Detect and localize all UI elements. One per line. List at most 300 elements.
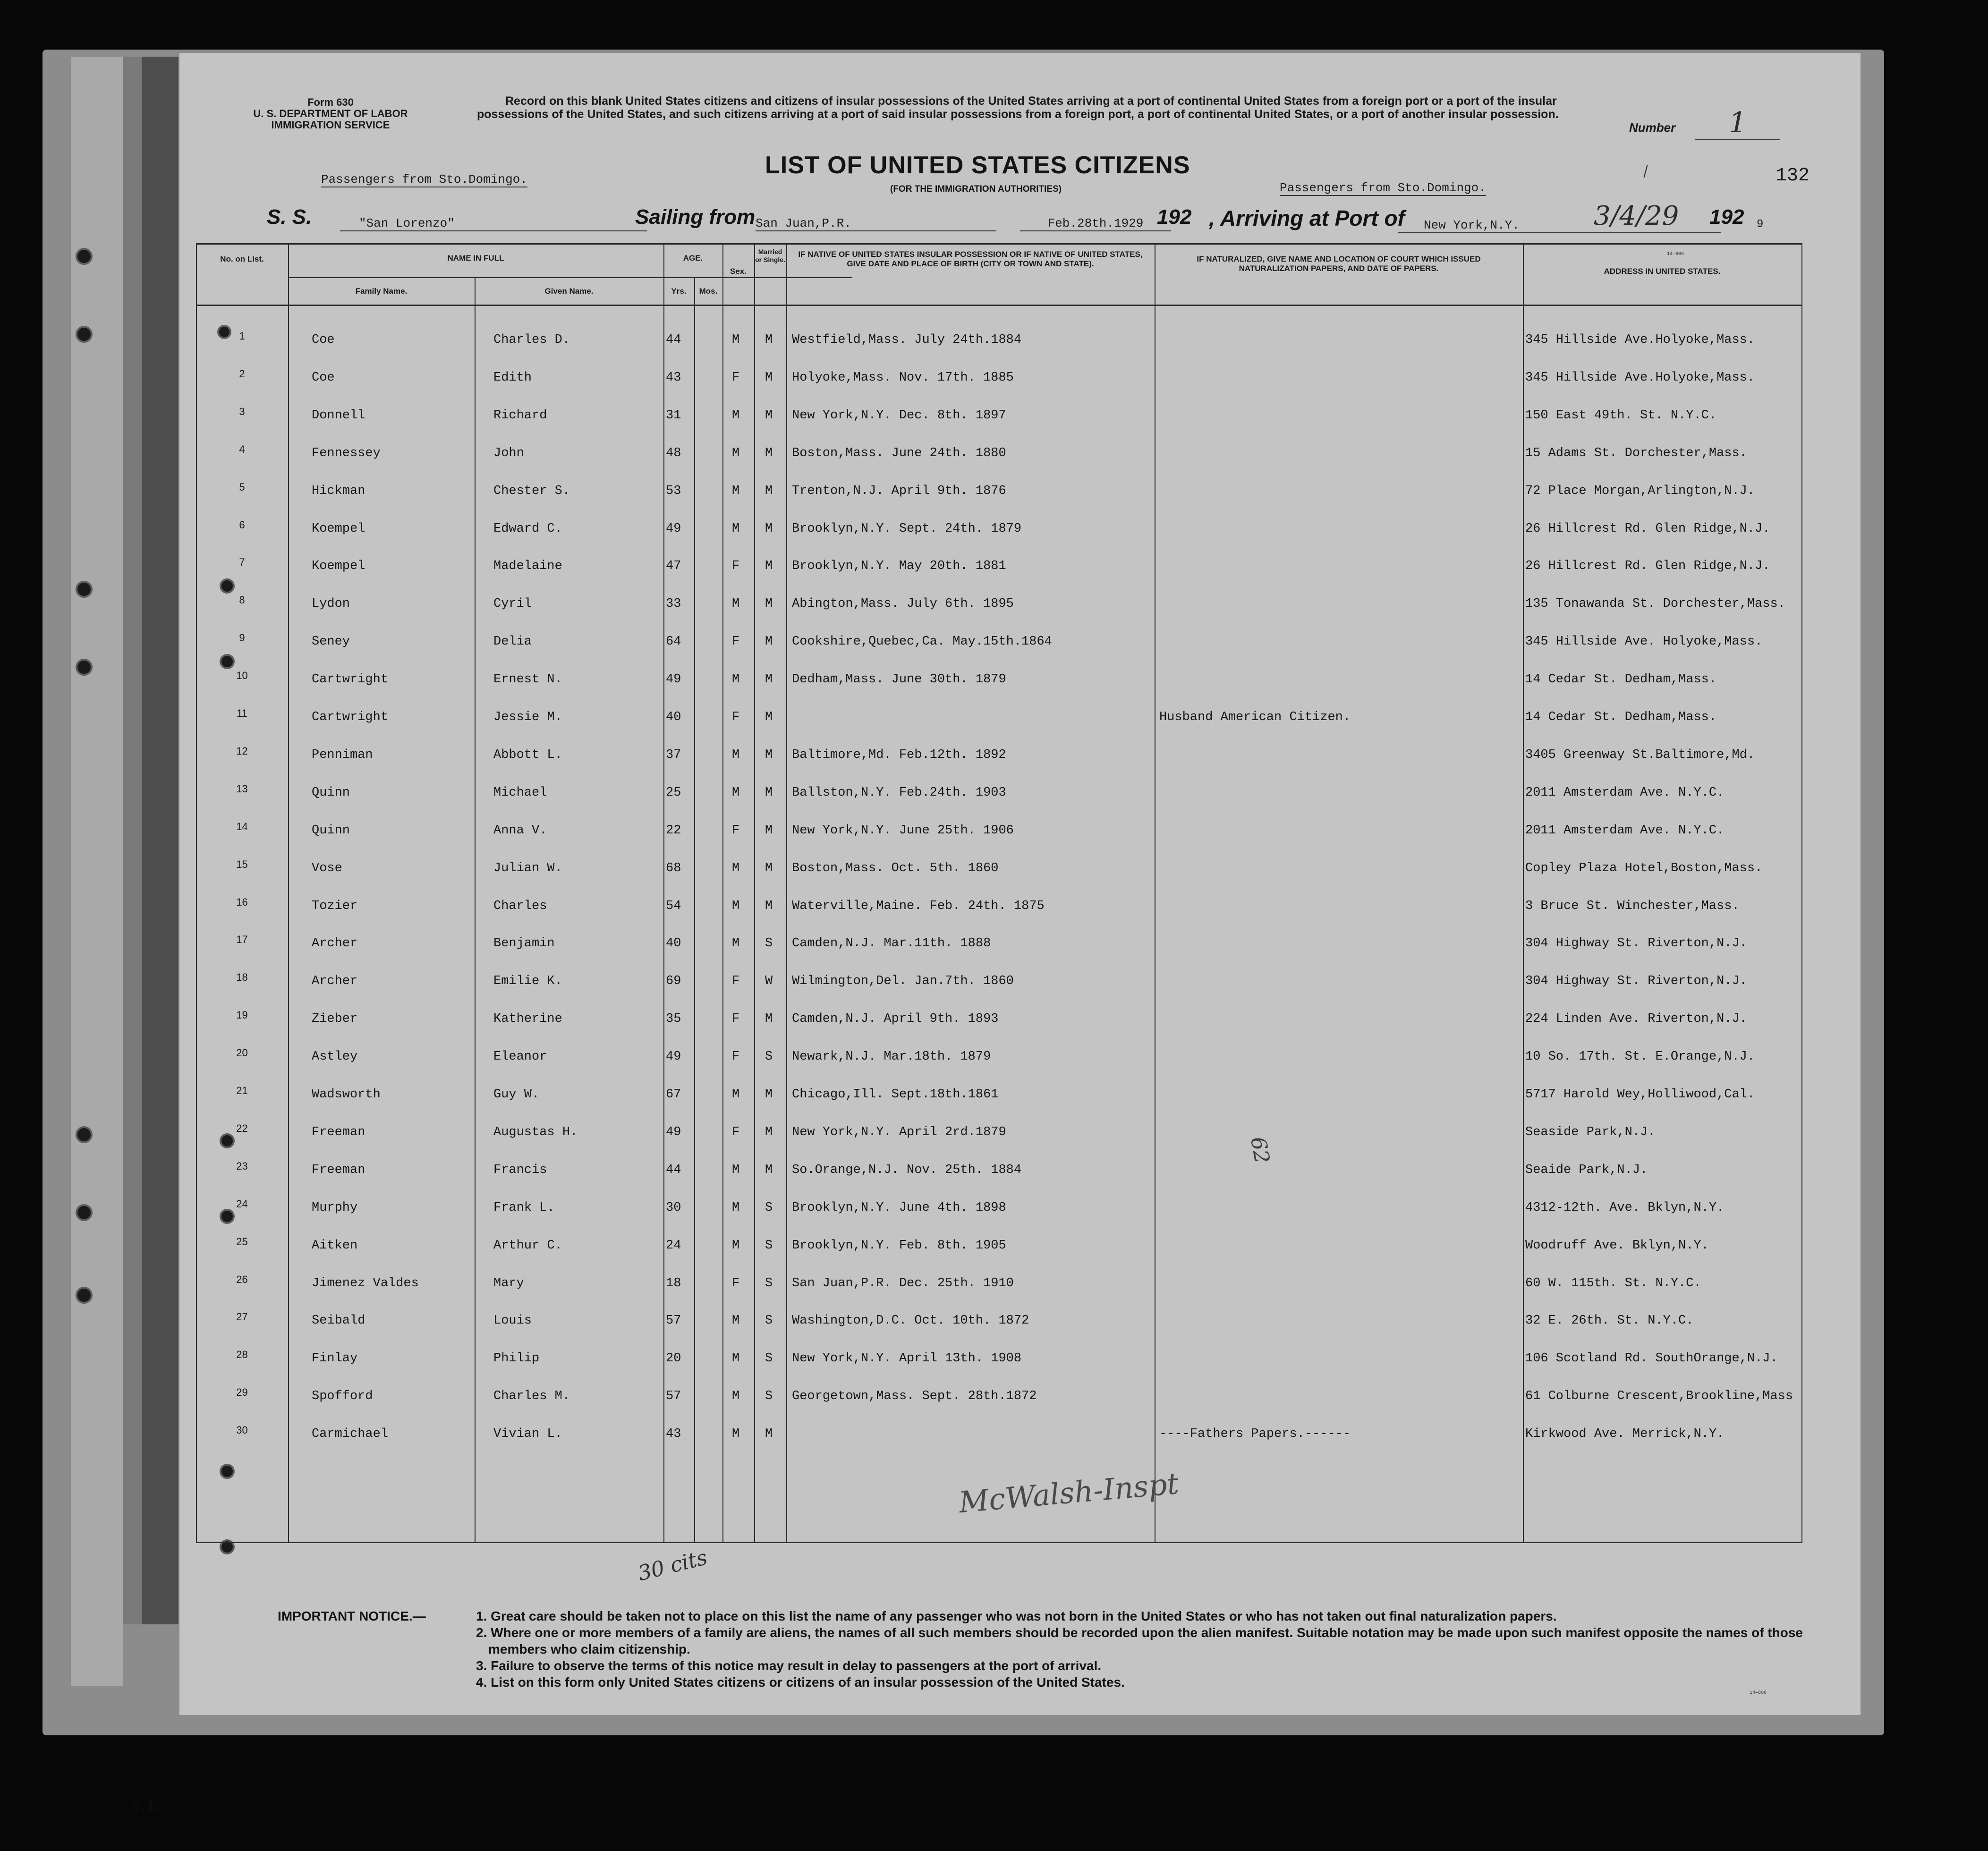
col-header-given: Given Name.	[544, 287, 594, 296]
given-name: Frank L.	[493, 1200, 555, 1215]
sex: M	[732, 1427, 740, 1442]
marital-status: S	[765, 1276, 773, 1291]
given-name: Edward C.	[493, 521, 562, 536]
address: 10 So. 17th. St. E.Orange,N.J.	[1525, 1050, 1755, 1064]
family-name: Freeman	[312, 1125, 365, 1139]
row-number: 21	[236, 1085, 248, 1096]
birth-place-date: New York,N.Y. June 25th. 1906	[792, 823, 1014, 838]
birth-place-date: Brooklyn,N.Y. May 20th. 1881	[792, 559, 1006, 574]
age-years: 69	[666, 974, 681, 989]
age-years: 20	[666, 1351, 681, 1366]
marital-status: M	[765, 899, 773, 913]
age-years: 57	[666, 1389, 681, 1404]
age-years: 35	[666, 1012, 681, 1027]
marital-status: M	[765, 1012, 773, 1027]
family-name: Coe	[312, 370, 335, 385]
table-row	[196, 1311, 1801, 1333]
age-years: 49	[666, 521, 681, 536]
print-code-top: 14—806	[1667, 252, 1684, 257]
age-years: 22	[666, 823, 681, 838]
table-row	[196, 896, 1801, 918]
col-header-age: AGE.	[683, 254, 703, 263]
given-name: Mary	[493, 1276, 524, 1291]
family-name: Wadsworth	[312, 1087, 381, 1102]
sex: M	[732, 1200, 740, 1215]
row-number: 15	[236, 858, 248, 870]
family-name: Archer	[312, 936, 358, 951]
family-name: Archer	[312, 974, 358, 989]
address: 5717 Harold Wey,Holliwood,Cal.	[1525, 1087, 1755, 1102]
row-number: 10	[236, 670, 248, 682]
sex: M	[732, 484, 740, 498]
row-number: 20	[236, 1047, 248, 1059]
address: 3 Bruce St. Winchester,Mass.	[1525, 899, 1740, 913]
age-years: 64	[666, 635, 681, 649]
marital-status: M	[765, 747, 773, 762]
table-row	[196, 820, 1801, 842]
row-number: 7	[239, 556, 245, 569]
row-number: 18	[236, 971, 248, 984]
col-header-family: Family Name.	[355, 287, 408, 296]
table-row	[196, 707, 1801, 729]
age-years: 44	[666, 1163, 681, 1177]
sex: M	[732, 1314, 740, 1328]
given-name: Charles D.	[493, 333, 570, 347]
notice-heading: IMPORTANT NOTICE.—	[278, 1609, 426, 1623]
birth-place-date: Camden,N.J. Mar.11th. 1888	[792, 936, 991, 951]
given-name: Katherine	[493, 1012, 562, 1027]
table-row	[196, 632, 1801, 654]
table-row	[196, 971, 1801, 993]
table-row	[196, 936, 1801, 955]
table-row	[196, 1122, 1801, 1144]
form-issuer	[231, 97, 430, 131]
row-number: 1	[239, 330, 245, 342]
birth-place-date: Brooklyn,N.Y. Sept. 24th. 1879	[792, 521, 1022, 536]
sex: M	[732, 785, 740, 800]
row-number: 26	[236, 1273, 248, 1285]
sex: F	[732, 1012, 740, 1027]
arrival-year-suffix: 192	[1709, 205, 1744, 229]
age-years: 31	[666, 408, 681, 423]
family-name: Koempel	[312, 559, 365, 574]
marital-status: M	[765, 484, 773, 498]
row-number: 2	[239, 367, 245, 380]
table-row	[196, 405, 1801, 427]
marital-status: M	[765, 785, 773, 800]
birth-place-date: Waterville,Maine. Feb. 24th. 1875	[792, 899, 1045, 913]
naturalization: ----Fathers Papers.------	[1159, 1427, 1351, 1442]
birth-place-date: Washington,D.C. Oct. 10th. 1872	[792, 1314, 1029, 1328]
birth-place-date: Dedham,Mass. June 30th. 1879	[792, 672, 1006, 687]
birth-place-date: New York,N.Y. April 13th. 1908	[792, 1351, 1022, 1366]
age-years: 49	[666, 1125, 681, 1139]
marital-status: M	[765, 370, 773, 385]
table-row	[196, 1273, 1801, 1295]
arriving-label: , Arriving at Port of	[1209, 206, 1405, 230]
margin-mark: 62	[1246, 1135, 1274, 1165]
binding-margin	[71, 57, 123, 1686]
notice-item: 2. Where one or more members of a family are aliens, the names of all such members should be recorded upon the alien manifest. Suitable notation may be made upon such manifest opposite the names of those members who claim citizenship.	[476, 1625, 1803, 1656]
row-number: 29	[236, 1386, 248, 1399]
age-years: 40	[666, 710, 681, 724]
family-name: Seney	[312, 635, 350, 649]
given-name: Vivian L.	[493, 1427, 562, 1442]
marital-status: M	[765, 1427, 773, 1442]
marital-status: M	[765, 333, 773, 347]
row-number: 4	[239, 443, 245, 455]
marital-status: M	[765, 1163, 773, 1177]
marital-status: M	[765, 672, 773, 687]
given-name: Abbott L.	[493, 747, 562, 762]
birth-place-date: New York,N.Y. April 2rd.1879	[792, 1125, 1006, 1139]
marital-status: W	[765, 974, 773, 989]
given-name: Louis	[493, 1314, 532, 1328]
given-name: Charles	[493, 899, 547, 913]
table-row	[196, 556, 1801, 578]
table-row	[196, 745, 1801, 767]
sex: M	[732, 521, 740, 536]
col-header-naturalized: IF NATURALIZED, GIVE NAME AND LOCATION OF COURT WHICH ISSUED NATURALIZATION PAPERS, AND DATE OF PAPERS.	[1197, 255, 1481, 273]
age-years: 18	[666, 1276, 681, 1291]
row-number: 23	[236, 1160, 248, 1172]
sex: M	[732, 1351, 740, 1366]
row-number: 12	[236, 745, 248, 757]
age-years: 48	[666, 446, 681, 460]
address: 14 Cedar St. Dedham,Mass.	[1525, 672, 1717, 687]
arriving-port: New York,N.Y.	[1398, 218, 1721, 233]
birth-place-date: Baltimore,Md. Feb.12th. 1892	[792, 747, 1006, 762]
birth-place-date: New York,N.Y. Dec. 8th. 1897	[792, 408, 1006, 423]
given-name: Francis	[493, 1163, 547, 1177]
given-name: Emilie K.	[493, 974, 562, 989]
row-number: 14	[236, 820, 248, 832]
sex: M	[732, 672, 740, 687]
binding-hole	[76, 581, 93, 598]
table-row	[196, 858, 1801, 880]
birth-place-date: Westfield,Mass. July 24th.1884	[792, 333, 1022, 347]
binding-hole	[76, 1287, 93, 1304]
given-name: John	[493, 446, 524, 460]
table-row	[196, 1424, 1801, 1446]
birth-place-date: Newark,N.J. Mar.18th. 1879	[792, 1050, 991, 1064]
address: 135 Tonawanda St. Dorchester,Mass.	[1525, 597, 1785, 611]
sex: M	[732, 408, 740, 423]
age-years: 57	[666, 1314, 681, 1328]
row-number: 27	[236, 1311, 248, 1323]
sex: F	[732, 823, 740, 838]
birth-place-date: Trenton,N.J. April 9th. 1876	[792, 484, 1006, 498]
table-row	[196, 782, 1801, 805]
sex: M	[732, 936, 740, 951]
family-name: Quinn	[312, 785, 350, 800]
address: 304 Highway St. Riverton,N.J.	[1525, 974, 1747, 989]
marital-status: S	[765, 936, 773, 951]
family-name: Zieber	[312, 1012, 358, 1027]
arrival-date-handwritten: 3/4/29	[1594, 201, 1679, 231]
row-number: 6	[239, 518, 245, 531]
table-row	[196, 1087, 1801, 1106]
binding-strip	[123, 57, 142, 1624]
table-row	[196, 1351, 1801, 1370]
birth-place-date: Georgetown,Mass. Sept. 28th.1872	[792, 1389, 1037, 1404]
marital-status: M	[765, 559, 773, 574]
given-name: Augustas H.	[493, 1125, 578, 1139]
address: Copley Plaza Hotel,Boston,Mass.	[1525, 861, 1763, 875]
address: 224 Linden Ave. Riverton,N.J.	[1525, 1012, 1747, 1027]
family-name: Vose	[312, 861, 342, 875]
table-row	[196, 1009, 1801, 1031]
family-name: Quinn	[312, 823, 350, 838]
row-number: 9	[239, 632, 245, 644]
age-years: 68	[666, 861, 681, 875]
family-name: Carmichael	[312, 1427, 389, 1442]
ship-name: "San Lorenzo"	[340, 216, 647, 231]
age-years: 54	[666, 899, 681, 913]
age-years: 49	[666, 1050, 681, 1064]
marital-status: M	[765, 597, 773, 611]
family-name: Jimenez Valdes	[312, 1276, 419, 1291]
col-header-address: ADDRESS IN UNITED STATES.	[1604, 267, 1721, 276]
family-name: Cartwright	[312, 710, 389, 724]
address: 72 Place Morgan,Arlington,N.J.	[1525, 484, 1755, 498]
family-name: Finlay	[312, 1351, 358, 1366]
address: 60 W. 115th. St. N.Y.C.	[1525, 1276, 1701, 1291]
row-number: 19	[236, 1009, 248, 1021]
sailing-from-label: Sailing from	[635, 205, 756, 229]
given-name: Cyril	[493, 597, 532, 611]
family-name: Coe	[312, 333, 335, 347]
marital-status: M	[765, 521, 773, 536]
row-number: 5	[239, 481, 245, 493]
age-years: 33	[666, 597, 681, 611]
given-name: Ernest N.	[493, 672, 562, 687]
given-name: Jessie M.	[493, 710, 562, 724]
family-name: Spofford	[312, 1389, 373, 1404]
birth-place-date: Boston,Mass. Oct. 5th. 1860	[792, 861, 999, 875]
address: 3405 Greenway St.Baltimore,Md.	[1525, 747, 1755, 762]
row-number: 24	[236, 1197, 248, 1210]
sex: M	[732, 1389, 740, 1404]
number-value: 1	[1695, 106, 1780, 140]
family-name: Fennessey	[312, 446, 381, 460]
family-name: Astley	[312, 1050, 358, 1064]
number-label: Number	[1629, 120, 1676, 135]
marital-status: S	[765, 1050, 773, 1064]
address: Woodruff Ave. Bklyn,N.Y.	[1525, 1238, 1709, 1253]
address: 26 Hillcrest Rd. Glen Ridge,N.J.	[1525, 521, 1770, 536]
address: 2011 Amsterdam Ave. N.Y.C.	[1525, 823, 1725, 838]
given-name: Edith	[493, 370, 532, 385]
passengers-from-right: Passengers from Sto.Domingo.	[1280, 181, 1486, 195]
page-stamp: 132	[1776, 165, 1810, 187]
service-name: IMMIGRATION SERVICE	[271, 119, 390, 131]
family-name: Murphy	[312, 1200, 358, 1215]
table-row	[196, 594, 1801, 616]
given-name: Chester S.	[493, 484, 570, 498]
family-name: Donnell	[312, 408, 365, 423]
family-name: Koempel	[312, 521, 365, 536]
address: 4312-12th. Ave. Bklyn,N.Y.	[1525, 1200, 1725, 1215]
marital-status: S	[765, 1238, 773, 1253]
table-row	[196, 481, 1801, 503]
address: 345 Hillside Ave.Holyoke,Mass.	[1525, 333, 1755, 347]
address: Kirkwood Ave. Merrick,N.Y.	[1525, 1427, 1725, 1442]
form-instructions: Record on this blank United States citizens and citizens of insular possessions of the United States arriving at a port of continental United States from a foreign port or a port of the insular possessions of the United States, and such citizens arriving at a port of said insular possessions from a foreign port, a port of continental United States, or a port of another insular possession.	[477, 94, 1559, 121]
address: 15 Adams St. Dorchester,Mass.	[1525, 446, 1747, 460]
family-name: Lydon	[312, 597, 350, 611]
address: 32 E. 26th. St. N.Y.C.	[1525, 1314, 1694, 1328]
family-name: Seibald	[312, 1314, 365, 1328]
sex: F	[732, 559, 740, 574]
address: 26 Hillcrest Rd. Glen Ridge,N.J.	[1525, 559, 1770, 574]
table-row	[196, 443, 1801, 465]
address: 61 Colburne Crescent,Brookline,Mass	[1525, 1389, 1793, 1404]
row-number: 28	[236, 1349, 248, 1361]
address: 2011 Amsterdam Ave. N.Y.C.	[1525, 785, 1725, 800]
family-name: Hickman	[312, 484, 365, 498]
sex: F	[732, 974, 740, 989]
given-name: Eleanor	[493, 1050, 547, 1064]
address: 14 Cedar St. Dedham,Mass.	[1525, 710, 1717, 724]
address: Seaide Park,N.J.	[1525, 1163, 1648, 1177]
given-name: Philip	[493, 1351, 540, 1366]
col-header-yrs: Yrs.	[671, 287, 687, 296]
row-number: 17	[236, 934, 248, 946]
address: 345 Hillside Ave.Holyoke,Mass.	[1525, 370, 1755, 385]
family-name: Cartwright	[312, 672, 389, 687]
sex: F	[732, 635, 740, 649]
row-number: 25	[236, 1235, 248, 1248]
age-years: 43	[666, 370, 681, 385]
marital-status: M	[765, 408, 773, 423]
birth-place-date: Holyoke,Mass. Nov. 17th. 1885	[792, 370, 1014, 385]
page-title: LIST OF UNITED STATES CITIZENS	[765, 152, 1190, 179]
birth-place-date: Camden,N.J. April 9th. 1893	[792, 1012, 999, 1027]
page-subtitle: (FOR THE IMMIGRATION AUTHORITIES)	[890, 184, 1062, 194]
age-years: 53	[666, 484, 681, 498]
address: 304 Highway St. Riverton,N.J.	[1525, 936, 1747, 951]
table-row	[196, 1197, 1801, 1220]
naturalization: Husband American Citizen.	[1159, 710, 1351, 724]
age-years: 47	[666, 559, 681, 574]
sailing-year-suffix: 192	[1157, 205, 1192, 229]
birth-place-date: Wilmington,Del. Jan.7th. 1860	[792, 974, 1014, 989]
notice-item: 3. Failure to observe the terms of this notice may result in delay to passengers at the port of arrival.	[476, 1658, 1102, 1673]
sex: M	[732, 333, 740, 347]
marital-status: M	[765, 861, 773, 875]
family-name: Tozier	[312, 899, 358, 913]
address: Seaside Park,N.J.	[1525, 1125, 1656, 1139]
sex: F	[732, 1050, 740, 1064]
col-header-birth: IF NATIVE OF UNITED STATES INSULAR POSSESSION OR IF NATIVE OF UNITED STATES, GIVE DATE AND PLACE OF BIRTH (CITY OR TOWN AND STATE).	[798, 250, 1143, 269]
age-years: 44	[666, 333, 681, 347]
given-name: Guy W.	[493, 1087, 540, 1102]
sex: M	[732, 747, 740, 762]
address: 106 Scotland Rd. SouthOrange,N.J.	[1525, 1351, 1778, 1366]
table-row	[196, 1235, 1801, 1257]
sex: F	[732, 710, 740, 724]
address: 150 East 49th. St. N.Y.C.	[1525, 408, 1717, 423]
binding-hole	[76, 659, 93, 676]
marital-status: S	[765, 1200, 773, 1215]
row-number: 8	[239, 594, 245, 606]
sex: M	[732, 1087, 740, 1102]
age-years: 25	[666, 785, 681, 800]
binding-hole	[76, 1126, 93, 1143]
count-note: 30 cits	[636, 1545, 710, 1586]
sailing-from-port: San Juan,P.R.	[756, 216, 996, 231]
print-code-bottom: 14—806	[1750, 1690, 1767, 1696]
important-notice	[278, 1608, 1812, 1690]
col-header-no: No. on List.	[220, 255, 264, 263]
col-header-married-single: Married or Single.	[755, 248, 785, 263]
row-number: 3	[239, 405, 245, 417]
birth-place-date: So.Orange,N.J. Nov. 25th. 1884	[792, 1163, 1022, 1177]
marital-status: M	[765, 1125, 773, 1139]
given-name: Delia	[493, 635, 532, 649]
birth-place-date: Brooklyn,N.Y. Feb. 8th. 1905	[792, 1238, 1006, 1253]
sex: M	[732, 597, 740, 611]
birth-place-date: Ballston,N.Y. Feb.24th. 1903	[792, 785, 1006, 800]
binding-hole	[76, 326, 93, 343]
form-number: Form 630	[307, 96, 354, 108]
table-row	[196, 672, 1801, 691]
birth-place-date: Brooklyn,N.Y. June 4th. 1898	[792, 1200, 1006, 1215]
col-header-sex: Sex.	[730, 267, 747, 276]
table-row	[196, 1047, 1801, 1069]
arrival-year-digit: 9	[1757, 218, 1764, 231]
row-number: 30	[236, 1424, 248, 1436]
binding-hole	[76, 1204, 93, 1221]
address: 345 Hillside Ave. Holyoke,Mass.	[1525, 635, 1763, 649]
binding-hole	[76, 248, 93, 265]
marital-status: M	[765, 1087, 773, 1102]
sex: M	[732, 446, 740, 460]
table-row	[196, 1160, 1801, 1182]
family-name: Penniman	[312, 747, 373, 762]
ss-label: S. S.	[267, 205, 312, 229]
birth-place-date: Chicago,Ill. Sept.18th.1861	[792, 1087, 999, 1102]
sex: M	[732, 1163, 740, 1177]
given-name: Richard	[493, 408, 547, 423]
birth-place-date: San Juan,P.R. Dec. 25th. 1910	[792, 1276, 1014, 1291]
given-name: Arthur C.	[493, 1238, 562, 1253]
row-number: 16	[236, 896, 248, 908]
passengers-from-left: Passengers from Sto.Domingo.	[321, 172, 527, 187]
family-name: Freeman	[312, 1163, 365, 1177]
inspector-signature: McWalsh-Inspt	[957, 1466, 1181, 1520]
age-years: 37	[666, 747, 681, 762]
marital-status: M	[765, 710, 773, 724]
marital-status: M	[765, 823, 773, 838]
table-row	[196, 367, 1801, 390]
age-years: 67	[666, 1087, 681, 1102]
sex: M	[732, 899, 740, 913]
birth-place-date: Boston,Mass. June 24th. 1880	[792, 446, 1006, 460]
table-row	[196, 518, 1801, 541]
marital-status: S	[765, 1389, 773, 1404]
marital-status: M	[765, 635, 773, 649]
birth-place-date: Cookshire,Quebec,Ca. May.15th.1864	[792, 635, 1052, 649]
given-name: Anna V.	[493, 823, 547, 838]
given-name: Madelaine	[493, 559, 562, 574]
number-mark: /	[1641, 162, 1650, 180]
notice-item: 1. Great care should be taken not to place on this list the name of any passenger who was not born in the United States or who has not taken out final naturalization papers.	[476, 1609, 1557, 1623]
row-number: 13	[236, 782, 248, 795]
sex: F	[732, 1125, 740, 1139]
col-header-name: NAME IN FULL	[447, 254, 504, 263]
